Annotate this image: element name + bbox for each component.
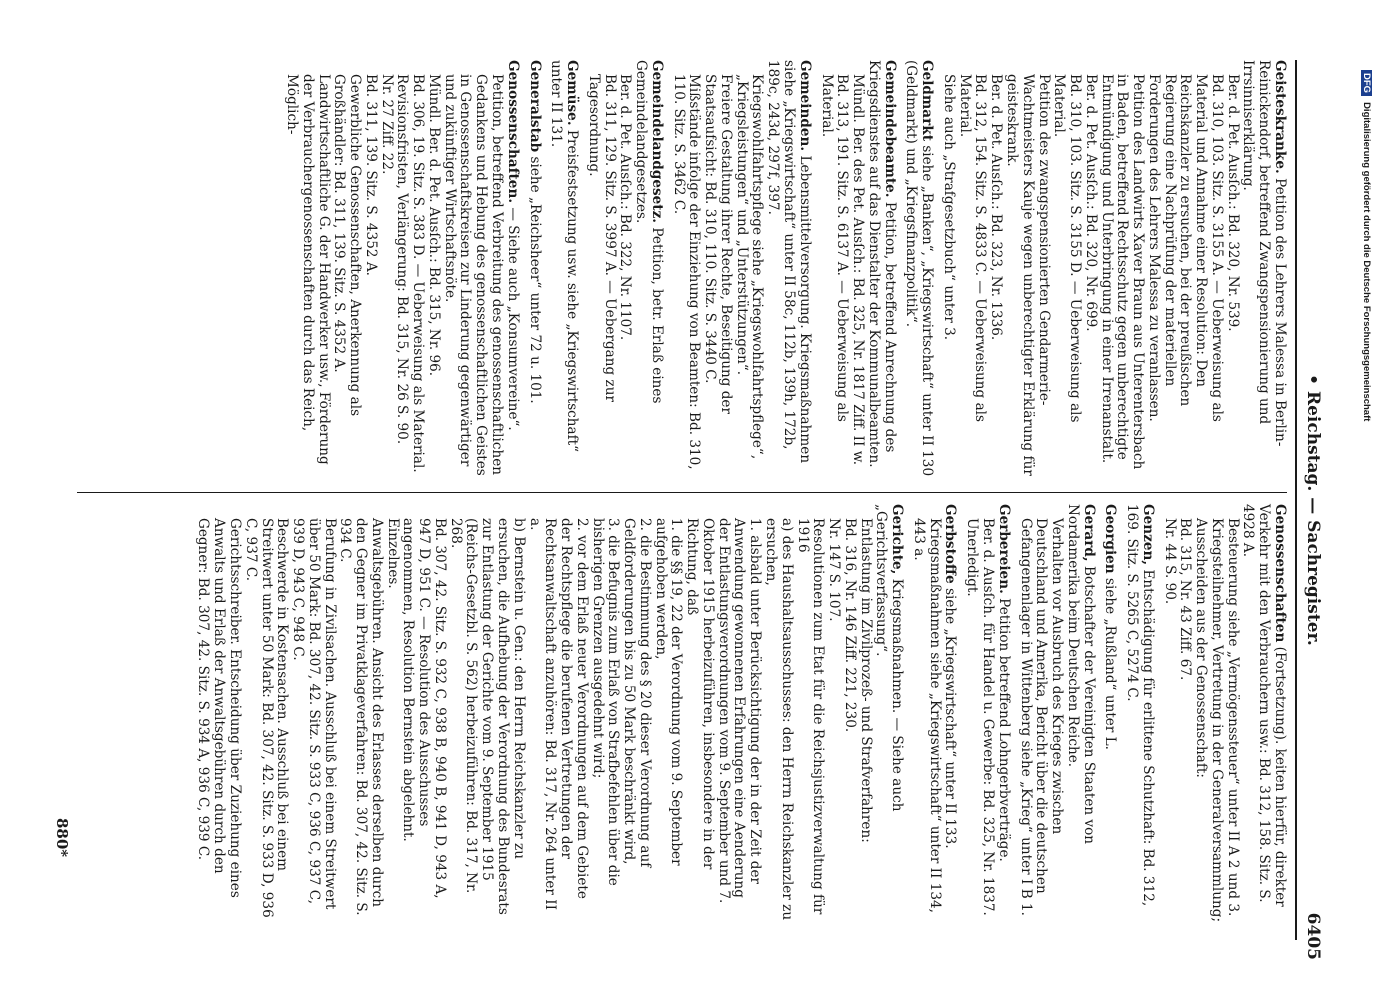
entry-headword: Gerbstoffe bbox=[942, 504, 959, 584]
header-title: • Reichstag. — Sachregister. bbox=[1303, 374, 1323, 646]
entry-line-text: siehe „Rußland“ unter L. bbox=[1102, 578, 1119, 750]
entry-line-text: Einzelnes. bbox=[384, 518, 401, 589]
entry-line bbox=[1124, 504, 1156, 906]
dfg-logo: DFG bbox=[1361, 70, 1372, 96]
entry-line bbox=[1177, 504, 1193, 924]
entry-line bbox=[762, 504, 794, 924]
entry-line bbox=[400, 504, 447, 924]
entry-line-text: Nr. 147 S. 107. bbox=[826, 518, 843, 622]
entry-line bbox=[910, 504, 942, 924]
entry-line-text: Petition betreffend Lohngerbverträge. bbox=[995, 598, 1012, 862]
entry-line-text: siehe „Banken“, „Kriegswirtschaft“ unter II 130 (Geldmarkt) und „Kriegsfinanzpolitik“. bbox=[903, 60, 936, 477]
entry-line-text: Mißstände infolge der Einziehung von Beamten: Bd. 310, 110. Sitz. S. 3462 C. bbox=[670, 74, 703, 470]
register-entry bbox=[548, 60, 580, 480]
entry-headword: Gemeinden. bbox=[796, 60, 813, 152]
entry-headword: Georgien bbox=[1102, 504, 1119, 574]
register-entry bbox=[1161, 504, 1287, 924]
entry-line-text: Bd. 313, 191. Sitz. S. 6137 A. — Ueberweisung als Material. bbox=[818, 74, 851, 422]
entry-line-text: Kriegsmaßnahmen siehe „Kriegswirtschaft“ unter II 134, 443 a. bbox=[910, 518, 943, 914]
entry-line-text: Siehe auch „Strafgesetzbuch“ unter 3. bbox=[940, 74, 957, 341]
column-divider bbox=[77, 492, 1287, 493]
entry-headword: Geldmarkt bbox=[919, 60, 936, 141]
entry-line-text: Beschwerde in Kostensachen. Ausschluß bei einem Streitwert unter 50 Mark: Bd. 307, 42. Sitz. S. 933 D, 936 C, 937 C. bbox=[242, 518, 291, 918]
entry-line bbox=[1051, 60, 1083, 480]
entry-headword: Gemeindebeamte. bbox=[881, 60, 898, 198]
entry-line-text: Besteuerung siehe „Vermögenssteuer“ unter II A 2 und 3. bbox=[1224, 518, 1241, 917]
entry-line-text: Revisionsfristen, Verlängerung: Bd. 315, Nr. 26 S. 90. bbox=[394, 74, 411, 445]
entry-line-text: Nr. 44 S. 90. bbox=[1161, 518, 1178, 605]
entry-line bbox=[683, 504, 762, 924]
entry-line-text: Freiere Gestaltung ihrer Rechte, Beseitigung der Staatsaufsicht: Bd. 310, 110. Sitz. S. 3440 C. bbox=[702, 74, 734, 414]
register-entry bbox=[670, 60, 812, 480]
entry-line-text: Botschafter der Vereinigten Staaten von Nordamerika beim Deutschen Reiche. bbox=[1064, 504, 1097, 845]
entry-line bbox=[996, 598, 1012, 862]
entry-line-text: Gerichtsschreiber. Entscheidung über Zuziehung eines Anwalts und Erlaß der Anwaltsgebühren durch den Gegner: Bd. 307, 42. Sitz. S. 934 A, 936 C, 939 C. bbox=[195, 518, 243, 898]
entry-line bbox=[701, 60, 733, 480]
entry-headword: Gerichte, bbox=[889, 504, 906, 575]
entry-line bbox=[394, 60, 410, 480]
entry-line bbox=[589, 504, 621, 924]
register-entry bbox=[283, 60, 519, 480]
entry-line bbox=[409, 60, 425, 480]
register-entry bbox=[585, 60, 664, 480]
entry-line-text: Bd. 312, 154. Sitz. S. 4833 C. — Ueberweisung als Material. bbox=[956, 74, 989, 423]
entry-headword: Gemeindelandgesetz. bbox=[648, 60, 665, 224]
entry-line-text: siehe „Kriegswirtschaft“ unter II 133. bbox=[942, 588, 959, 849]
right-column bbox=[189, 504, 1287, 924]
entry-line bbox=[337, 504, 384, 924]
entry-line-text: Mündl. Ber. d. Pet. Ausſch.: Bd. 315, Nr. 96. bbox=[425, 74, 442, 377]
entry-line bbox=[242, 504, 289, 924]
entry-line-text: Nr. 27 Ziff. 22. bbox=[378, 74, 395, 175]
entry-line-text: Bd. 307, 42. Sitz. S. 932 C, 938 B, 940 B, 941 D, 943 A, 947 D, 951 C. — Resolution des Ausschusses angenommen, Resolution Bernstein abgelehnt. bbox=[400, 518, 448, 899]
entry-line-text: Entschädigung für erlittene Schutzhaft: Bd. 312, 169. Sitz. S. 5265 C, 5274 C. bbox=[1124, 504, 1156, 907]
entry-line-text: Bd. 310, 103. Sitz. S. 3155 A. — Ueberweisung als Material und Annahme einer Resolution: Den Reichskanzler zu ersuchen, bei der preußischen Regierung eine Nachprüfung der materiellen Forderungen des Lehrers Malessa zu veranlassen. bbox=[1145, 74, 1225, 422]
entry-headword: Genzen, bbox=[1139, 504, 1156, 566]
entry-line bbox=[825, 504, 841, 924]
entry-line bbox=[526, 504, 589, 924]
entry-line bbox=[527, 157, 543, 404]
register-entry bbox=[1123, 504, 1155, 924]
entry-line-text: Ber. d. Pet. Ausſch.: Bd. 322, Nr. 1107. bbox=[617, 74, 634, 341]
entry-line bbox=[441, 60, 504, 480]
register-entry bbox=[910, 504, 957, 924]
entry-line bbox=[585, 60, 617, 480]
entry-line bbox=[1082, 60, 1098, 480]
entry-line bbox=[505, 207, 521, 430]
entry-line bbox=[818, 60, 850, 480]
entry-line-text: Resolutionen zum Etat für die Reichsjustizverwaltung für 1916 bbox=[794, 518, 827, 915]
entry-line-text: Kriegsteilnehmer, Vertretung in der Generalversammlung; Ausscheiden aus der Genossenschaft: bbox=[1193, 518, 1225, 923]
entry-line bbox=[857, 504, 873, 924]
entry-line-text: Bd. 311, 129. Sitz. S. 3997 A. — Uebergang zur Tagesordnung. bbox=[585, 74, 618, 402]
entry-line bbox=[733, 60, 765, 480]
entry-line-text: Bd. 310, 103. Sitz. S. 3155 D. — Ueberweisung als Material. bbox=[1051, 74, 1084, 423]
entry-line bbox=[362, 60, 378, 480]
entry-line-text: — Siehe auch „Konsumvereine“. bbox=[504, 207, 521, 431]
register-entry bbox=[526, 60, 542, 480]
entry-line-text: Ber. d. Ausſch. für Handel u. Gewerbe: Bd. 325, Nr. 1837. bbox=[979, 518, 996, 916]
entry-line-text: b) Bernstein u. Gen.: den Herrn Reichskanzler zu ersuchen, die Aufhebung der Verordnung des Bundesrats zur Entlastung der Gerichte vom 9. September 1915 (Reichs-Gesetzbl. S. 562) herbeizuführen: Bd. 317, Nr. 268. bbox=[447, 518, 527, 915]
entry-line bbox=[987, 60, 1003, 480]
entry-line-text: Petition, betreffend Anrechnung des Kriegsdienstes auf das Dienstalter der Kommunalbeamten. bbox=[865, 60, 898, 468]
entry-line-text: 1. die §§ 19, 22 der Verordnung vom 9. September aufgehoben werden, bbox=[652, 518, 685, 866]
register-entry bbox=[1102, 504, 1118, 924]
entry-line-text: Kriegswohlfahrtspflege siehe „Kriegswohlfahrtspflege“, „Kriegsleistungen“ und „Unterstützungen“. bbox=[733, 74, 766, 460]
entry-headword: Gemüse. bbox=[564, 60, 581, 126]
digitization-note: Digitalisierung gefördert durch die Deutsche Forschungsgemeinschaft bbox=[1361, 102, 1372, 422]
entry-line bbox=[652, 504, 684, 924]
entry-line bbox=[1017, 504, 1064, 924]
entry-line-text: Mündl. Ber. des Pet. Ausſch.: Bd. 325, Nr. 1817 Ziff. II w. bbox=[850, 74, 867, 466]
digitization-credit bbox=[1360, 70, 1372, 970]
entry-line bbox=[617, 60, 633, 480]
entry-line bbox=[849, 60, 865, 480]
entry-line bbox=[1098, 60, 1145, 480]
page-number: 6405 bbox=[1303, 912, 1323, 960]
entry-line-text: Landwirtschaftliche G. der Handwerker usw., Förderung der Verbrauchergenossenschaften durch das Reich, Möglich- bbox=[284, 74, 332, 465]
entry-headword: Gerard, bbox=[1080, 504, 1097, 562]
entry-line bbox=[447, 504, 526, 924]
entry-line-text: 1. alsbald unter Berücksichtigung der in der Zeit der Anwendung gewonnenen Erfahrungen eine Aenderung der Entlastungsverordnungen vom 9. September und 7. Oktober 1915 herbeizuführen, insbesondere in der Richtung, daß bbox=[684, 518, 764, 904]
entry-line bbox=[384, 504, 400, 924]
header-rule bbox=[1295, 60, 1297, 940]
register-entry bbox=[818, 60, 897, 480]
entry-line-text: Gewerbliche Genossenschaften, Anerkennung als Großhändler: Bd. 311, 139. Sitz. S. 4352 A. bbox=[331, 74, 364, 417]
entry-line-text: keiten hierfür, direkter Verkehr mit den Verbrauchern usw.: Bd. 312, 158. Sitz. S. 4928 A. bbox=[1240, 504, 1288, 907]
register-entry bbox=[195, 504, 904, 924]
entry-line-text: Petition, betreffend Verbreitung des genossenschaftlichen Gedankens und Hebung des genossenschaftlichen Geistes in Genossenschaftskreisen zur Linderung gegenwärtiger und zukünftiger Wirtschaftsnöte. bbox=[441, 74, 506, 476]
entry-line-text: a) des Haushaltsausschusses: den Herrn Reichskanzler zu ersuchen, bbox=[763, 518, 795, 921]
register-entry bbox=[963, 504, 1010, 924]
entry-line bbox=[940, 60, 956, 480]
entry-line-text: Ber. d. Pet. Ausſch.: Bd. 320, Nr. 539. bbox=[1224, 74, 1241, 332]
entry-line-text: Bd. 311, 139. Sitz. S. 4352 A. bbox=[362, 74, 379, 276]
entry-line bbox=[1224, 504, 1240, 924]
register-entry bbox=[940, 60, 1287, 480]
entry-line bbox=[195, 504, 242, 924]
entry-line-text: Bd. 316, Nr. 146 Ziff. 221, 230. bbox=[841, 518, 858, 733]
entry-line bbox=[289, 504, 336, 924]
entry-line-text: siehe „Reichsheer“ unter 72 u. 101. bbox=[526, 156, 543, 404]
entry-line-text: Petition des zwangspensionierten Gendarmerie-Wachtmeisters Kauje wegen unberechtigter Erklärung für geisteskrank. bbox=[1003, 74, 1052, 476]
signature-mark: 880* bbox=[53, 818, 71, 858]
entry-line bbox=[841, 504, 857, 924]
entry-line bbox=[670, 60, 702, 480]
entry-line bbox=[942, 588, 958, 849]
entry-line bbox=[331, 60, 363, 480]
entry-headword: Gerbereien. bbox=[995, 504, 1012, 594]
entry-headword-suffix: (Fortsetzung). bbox=[1272, 646, 1288, 745]
entry-headword: Genossenschaften bbox=[1272, 504, 1288, 643]
entry-line-text: Entlastung im Zivilprozeß- und Strafverfahren: bbox=[857, 518, 874, 843]
left-column bbox=[277, 60, 1287, 480]
entry-line bbox=[1102, 578, 1118, 750]
entry-line-text: 2. vor dem Erlaß neuer Verordnungen auf dem Gebiete der Rechtspflege die berufenen Vertretungen der Rechtsanwaltschaft anzuhören: Bd. 317, Nr. 264 unter II a. bbox=[526, 518, 590, 910]
entry-line bbox=[963, 504, 979, 924]
entry-line-text: Lebensmittelversorgung. Kriegsmaßnahmen siehe „Kriegswirtschaft“ unter II 58c, 112b, 139h, 172b, 189c, 243d, 297f, 397. bbox=[765, 60, 813, 464]
entry-line-text: Ber. d. Pet. Ausſch.: Bd. 320, Nr. 699. bbox=[1082, 74, 1099, 332]
entry-line-text: Bd. 306, 19. Sitz. S. 383 D. — Ueberweisung als Material. bbox=[410, 74, 427, 473]
entry-line bbox=[378, 60, 394, 480]
entry-line-text: Verhalten vor Ausbruch des Krieges zwischen Deutschland und Amerika, Bericht über die deutschen Gefangenenlager in Wittenberg siehe „Krieg“ unter I B 1. bbox=[1017, 518, 1066, 916]
entry-line bbox=[425, 60, 441, 480]
register-entry bbox=[903, 60, 935, 480]
entry-line-text: Berufung in Zivilsachen. Ausschluß bei einem Streitwert über 50 Mark: Bd. 307, 42. Sitz. S. 933 C, 936 C, 937 C, 939 D, 943 C, 948 C. bbox=[290, 518, 338, 910]
entry-line bbox=[956, 60, 988, 480]
entry-headword: Generalstab bbox=[526, 60, 543, 153]
register-entry bbox=[1017, 504, 1096, 924]
entry-line bbox=[794, 504, 826, 924]
entry-line-text: 3. die Befugnis zum Erlaß von Strafbefehlen über die bisherigen Grenzen ausgedehnt wird; bbox=[589, 518, 622, 886]
entry-line bbox=[1192, 504, 1224, 924]
entry-headword: Genossenschaften. bbox=[504, 60, 521, 204]
entry-line bbox=[620, 504, 652, 924]
entry-line-text: Petition des Lehrers Malessa in Berlin-Reinickendorf, betreffend Zwangspensionierung und Irrsinniserklärung. bbox=[1240, 60, 1288, 447]
entry-line-text: Anwaltsgebühren. Ansicht des Erlasses derselben durch den Gegner im Privatklageverfahren: Bd. 307, 42. Sitz. S. 934 C. bbox=[337, 518, 385, 916]
entry-line bbox=[979, 504, 995, 924]
running-header bbox=[1301, 60, 1323, 960]
entry-line bbox=[1224, 60, 1240, 480]
entry-line-text: 2. die Bestimmung des § 20 dieser Verordnung auf Geldforderungen bis zu 50 Mark beschränkt wird, bbox=[621, 518, 653, 868]
entry-line-text: Petition des Landwirts Xaver Braun aus Unterentersbach in Baden, betreffend Rechtsschutz gegen unberechtigte Entmündigung und Unterbringung in einer Irrenanstalt. bbox=[1098, 74, 1147, 470]
entry-line-text: Bd. 315, Nr. 43 Ziff. 67. bbox=[1177, 518, 1194, 681]
entry-line-text: Ber. d. Pet. Ausſch.: Bd. 323, Nr. 1336. bbox=[988, 74, 1005, 341]
entry-line bbox=[1161, 504, 1177, 924]
entry-line-text: Preisfestsetzung usw. siehe „Kriegswirtschaft“ unter II 131. bbox=[548, 60, 581, 453]
entry-line bbox=[1003, 60, 1050, 480]
entry-line bbox=[283, 60, 330, 480]
entry-headword: Geisteskranke. bbox=[1272, 60, 1288, 174]
entry-line bbox=[1145, 60, 1224, 480]
entry-line-text: Petition, betr. Erlaß eines Gemeindelandgesetzes. bbox=[633, 60, 665, 404]
entry-line-text: Kriegsmaßnahmen. — Siehe auch „Gerichtsverfassung“. bbox=[873, 504, 906, 812]
entry-line-text: Unerledigt. bbox=[964, 518, 981, 597]
